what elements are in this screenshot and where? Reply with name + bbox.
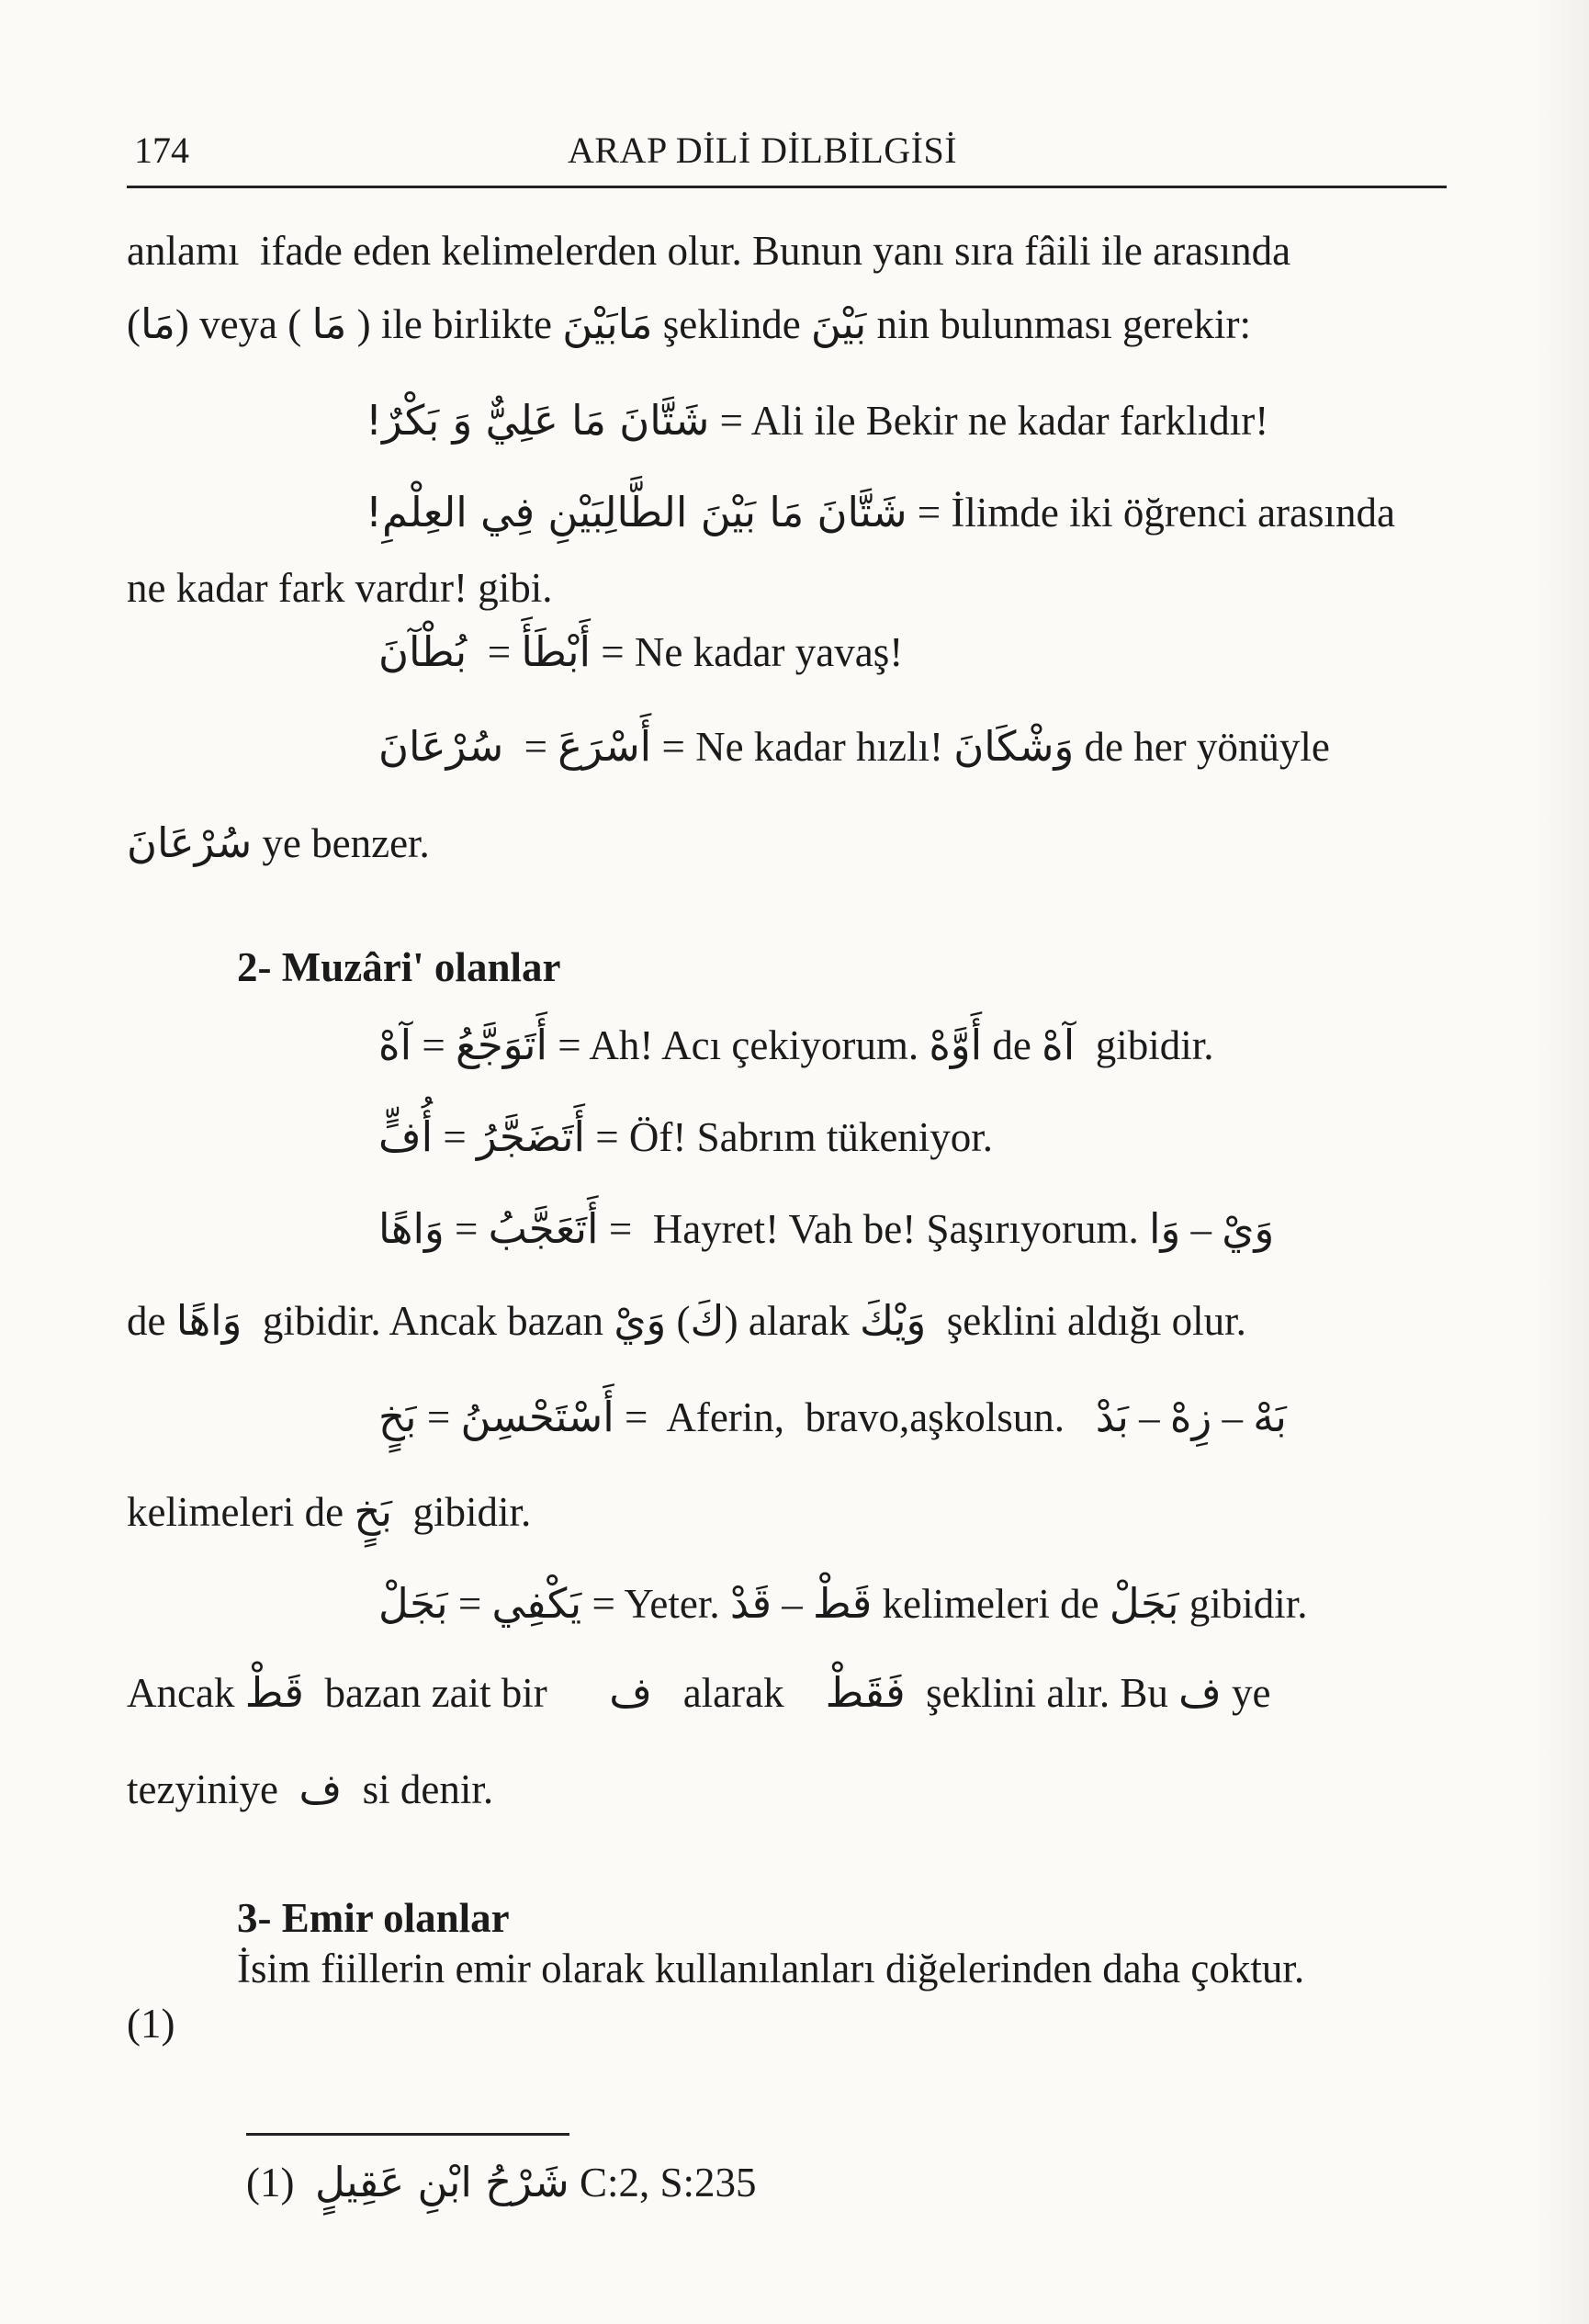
arabic-word: فَقَطْ	[825, 1668, 906, 1717]
text-run: = Ali ile Bekir ne kadar farklıdır!	[709, 398, 1269, 444]
arabic-word: قَدْ	[729, 1579, 772, 1628]
arabic-word: بَجَلْ	[378, 1579, 448, 1628]
text-run: (	[666, 1298, 691, 1344]
text-line	[237, 1943, 1304, 1994]
arabic-word: بُطْآنَ	[378, 627, 468, 676]
text-line	[378, 1111, 993, 1163]
arabic-word: وَشْكَانَ	[953, 722, 1075, 771]
text-run: gibidir. Ancak bazan	[242, 1298, 614, 1344]
text-run: = Ah! Acı çekiyorum.	[547, 1022, 930, 1068]
arabic-word: أَتَعَجَّبُ	[488, 1204, 599, 1253]
text-line	[378, 721, 1330, 773]
text-line	[127, 1667, 1271, 1719]
text-run: –	[772, 1581, 813, 1627]
text-line	[127, 1998, 175, 2049]
text-run: ye benzer.	[252, 820, 430, 866]
text-run: = Öf! Sabrım tükeniyor.	[584, 1114, 994, 1160]
arabic-word: أَوَّهْ	[929, 1021, 983, 1069]
text-run: şeklini aldığı olur.	[926, 1298, 1246, 1344]
text-run: =	[447, 1581, 492, 1627]
text-run: gibidir.	[391, 1489, 532, 1535]
text-line	[127, 1764, 493, 1815]
arabic-word: شَتَّانَ مَا بَيْنَ الطَّالِبَيْنِ فِي العِلْمِ!	[366, 488, 907, 536]
arabic-word: أَتَضَجَّرُ	[477, 1112, 585, 1161]
text-run: şeklinde	[652, 301, 811, 347]
text-run: = Ne kadar hızlı!	[651, 724, 954, 770]
text-run: şeklini alır. Bu	[905, 1670, 1179, 1716]
section-heading	[237, 1892, 510, 1944]
arabic-word: آهْ	[378, 1021, 412, 1069]
text-run: –	[1180, 1206, 1223, 1252]
text-run: –	[1128, 1394, 1170, 1440]
text-run: –	[1211, 1394, 1254, 1440]
text-line	[366, 395, 1268, 446]
page-edge-shadow	[1534, 0, 1589, 2324]
arabic-word: وَيْكَ	[860, 1296, 927, 1345]
text-run: İsim fiillerin emir olarak kullanılanları diğelerinden daha çoktur.	[237, 1946, 1305, 1991]
text-line	[366, 487, 1395, 538]
arabic-word: يَكْفِي	[491, 1579, 582, 1628]
text-run: ye	[1221, 1670, 1271, 1716]
text-line	[127, 225, 1290, 276]
arabic-word: وَيْ	[614, 1296, 667, 1345]
arabic-word: بَجَلْ	[1109, 1579, 1179, 1628]
text-run: Ancak	[127, 1670, 245, 1716]
text-run: ) alarak	[724, 1298, 861, 1344]
arabic-word: بَيْنَ	[810, 299, 867, 348]
text-run: = İlimde iki öğrenci arasında	[907, 490, 1395, 536]
arabic-word: أَسْتَحْسِنُ	[460, 1393, 614, 1441]
arabic-word: ف	[299, 1765, 343, 1813]
arabic-word: ف	[609, 1668, 652, 1717]
text-run: 3- Emir olanlar	[237, 1895, 510, 1941]
text-run: =	[433, 1114, 478, 1160]
text-run: = Ne kadar yavaş!	[591, 629, 904, 675]
footnote	[246, 2157, 757, 2208]
text-line	[378, 1578, 1308, 1630]
text-run: =	[416, 1394, 461, 1440]
arabic-word: وَا	[1148, 1204, 1181, 1253]
text-run: si denir.	[342, 1766, 494, 1812]
running-title: ARAP DİLİ DİLBİLGİSİ	[568, 130, 958, 171]
arabic-word: بَخٍ	[354, 1487, 392, 1536]
arabic-word: قَطْ	[813, 1579, 873, 1628]
text-run: =	[503, 724, 558, 770]
text-run: ne kadar fark vardır! gibi.	[127, 565, 553, 611]
arabic-word: أَتَوَجَّعُ	[455, 1021, 548, 1069]
text-run: bazan zait bir	[303, 1670, 610, 1716]
text-run: alarak	[651, 1670, 826, 1716]
text-run: kelimeleri de	[127, 1489, 355, 1535]
footnote-rule	[246, 2133, 569, 2136]
arabic-word: بَخٍ	[378, 1393, 417, 1441]
text-run: de her yönüyle	[1074, 724, 1330, 770]
text-run: = Hayret! Vah be! Şaşırıyorum.	[598, 1206, 1149, 1252]
arabic-word: مَا	[141, 299, 175, 348]
text-line	[127, 562, 553, 614]
arabic-word: شَرْحُ ابْنِ عَقِيلٍ	[314, 2158, 569, 2206]
text-run: C:2, S:235	[569, 2160, 757, 2206]
arabic-word: وَاهًا	[175, 1296, 242, 1345]
text-line	[127, 1486, 531, 1538]
page-header	[127, 127, 1447, 188]
arabic-word: بَدْ	[1095, 1393, 1129, 1441]
text-run: de	[982, 1022, 1042, 1068]
arabic-word: وَيْ	[1222, 1204, 1275, 1253]
text-line	[378, 1203, 1274, 1255]
text-run: = Aferin, bravo,aşkolsun.	[614, 1394, 1096, 1440]
text-run: ) veya (	[175, 301, 312, 347]
text-line	[378, 626, 903, 678]
arabic-word: مَا	[311, 299, 347, 348]
text-run: =	[411, 1022, 456, 1068]
text-line	[127, 818, 430, 869]
text-run: = Yeter.	[581, 1581, 730, 1627]
arabic-word: أَسْرَعَ	[558, 722, 652, 771]
page-number: 174	[134, 130, 189, 171]
text-run: gibidir.	[1178, 1581, 1308, 1627]
text-run: (1)	[246, 2160, 315, 2206]
text-run: anlamı ifade eden kelimelerden olur. Bunun yanı sıra fâili ile arasında	[127, 228, 1291, 274]
arabic-word: مَابَيْنَ	[562, 299, 653, 348]
text-run: =	[467, 629, 522, 675]
arabic-word: زِهْ	[1169, 1393, 1212, 1441]
text-run: (	[127, 301, 141, 347]
arabic-word: شَتَّانَ مَا عَلِيٌّ وَ بَكْرٌ!	[366, 396, 710, 445]
arabic-word: بَهْ	[1253, 1393, 1287, 1441]
arabic-word: ف	[1178, 1668, 1222, 1717]
arabic-word: أُفٍّ	[378, 1112, 434, 1161]
text-run: nin bulunması gerekir:	[866, 301, 1251, 347]
arabic-word: أَبْطَأَ	[521, 627, 591, 676]
arabic-word: آهْ	[1042, 1021, 1076, 1069]
text-line	[378, 1020, 1214, 1071]
arabic-word: سُرْعَانَ	[127, 818, 253, 867]
text-line	[378, 1392, 1287, 1443]
arabic-word: سُرْعَانَ	[378, 722, 504, 771]
text-run: ) ile birlikte	[346, 301, 563, 347]
arabic-word: كَ	[690, 1296, 725, 1345]
section-heading	[237, 942, 560, 993]
text-run: kelimeleri de	[872, 1581, 1110, 1627]
text-run: de	[127, 1298, 176, 1344]
text-run: =	[444, 1206, 489, 1252]
arabic-word: قَطْ	[244, 1668, 304, 1717]
text-line	[127, 1295, 1246, 1347]
text-line	[127, 299, 1251, 350]
arabic-word: وَاهًا	[378, 1204, 445, 1253]
text-run: 2- Muzâri' olanlar	[237, 944, 561, 990]
text-run: gibidir.	[1075, 1022, 1214, 1068]
text-run: tezyiniye	[127, 1766, 299, 1812]
text-run: (1)	[127, 2001, 175, 2047]
